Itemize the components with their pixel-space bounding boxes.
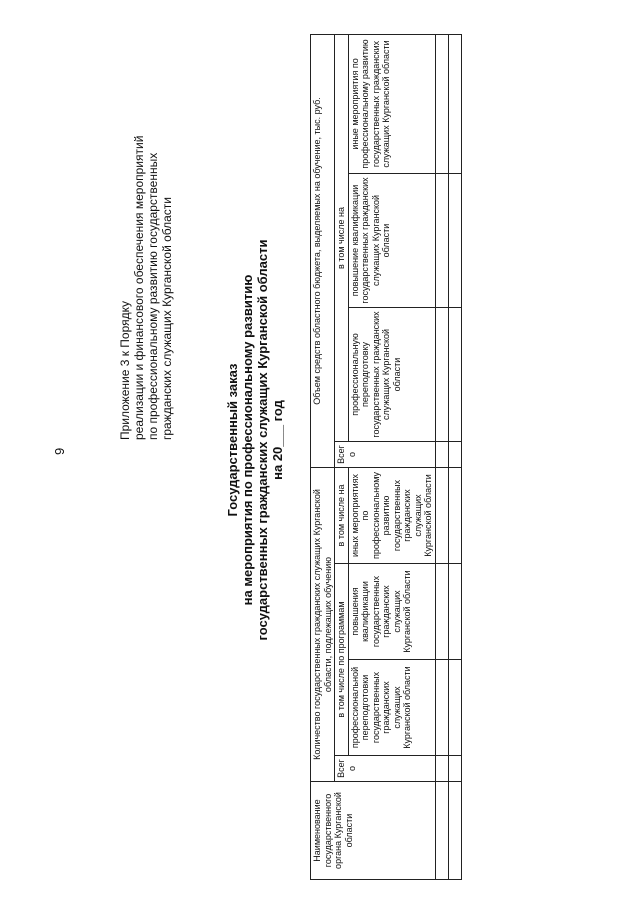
table-cell (448, 441, 461, 467)
title-line: государственных гражданских служащих Курганской области (255, 239, 270, 641)
header-other-group: в том числе на (335, 467, 349, 563)
appendix-line: по профессиональному развитию государственных (146, 152, 160, 440)
table-cell (448, 756, 461, 782)
header-prof-retraining: профессиональной переподготовки государственных гражданских служащих Курганской области (348, 660, 435, 756)
header-other-events: иных мероприятиях по профессиональному развитию государственных гражданских служащих Курганской области (348, 467, 435, 563)
table-cell (435, 756, 448, 782)
table-cell (435, 467, 448, 563)
header-qualification: повышения квалификации государственных гражданских служащих Курганской области (348, 564, 435, 660)
table-cell (448, 34, 461, 173)
title-line: Государственный заказ (225, 363, 240, 517)
table-cell (435, 660, 448, 756)
header-budget-prof-retraining: профессиональную переподготовку государственных гражданских служащих Курганской области (348, 307, 435, 441)
table-cell (448, 173, 461, 307)
title-line: на 20___ год (270, 400, 285, 480)
table-cell (448, 782, 461, 880)
header-budget-other: иные мероприятия по профессиональному развитию государственных гражданских служащих Курганской области (348, 34, 435, 173)
table-cell (435, 307, 448, 441)
header-programs-group: в том числе по программам (335, 564, 349, 756)
table-row (448, 34, 461, 879)
header-count-total: Всего (335, 756, 436, 782)
title-line: на мероприятия по профессиональному развитию (240, 274, 255, 606)
table-cell (448, 307, 461, 441)
table-cell (448, 564, 461, 660)
header-budget-group: Объем средств областного бюджета, выделяемых на обучение, тыс. руб. (311, 34, 335, 467)
document-title (225, 180, 285, 700)
table-cell (435, 782, 448, 880)
table-row (435, 34, 448, 879)
appendix-note (118, 20, 174, 440)
order-table (310, 34, 462, 880)
table-cell (435, 173, 448, 307)
table-cell (435, 34, 448, 173)
appendix-line: гражданских служащих Курганской области (160, 196, 174, 440)
header-budget-qualification: повышение квалификации государственных гражданских служащих Курганской области (348, 173, 435, 307)
table-cell (435, 564, 448, 660)
appendix-line: реализации и финансового обеспечения мероприятий (132, 135, 146, 440)
appendix-line: Приложение 3 к Порядку (118, 300, 132, 440)
table-cell (448, 660, 461, 756)
table-cell (435, 441, 448, 467)
header-count-group: Количество государственных гражданских служащих Курганской области, подлежащих обучению (311, 467, 335, 781)
rotated-page (20, 20, 640, 880)
page-number: 9 (52, 447, 67, 455)
header-budget-including: в том числе на (335, 34, 349, 441)
header-org-name: Наименование государственного органа Курганской области (311, 782, 436, 880)
header-budget-total: Всего (335, 441, 436, 467)
table-cell (448, 467, 461, 563)
